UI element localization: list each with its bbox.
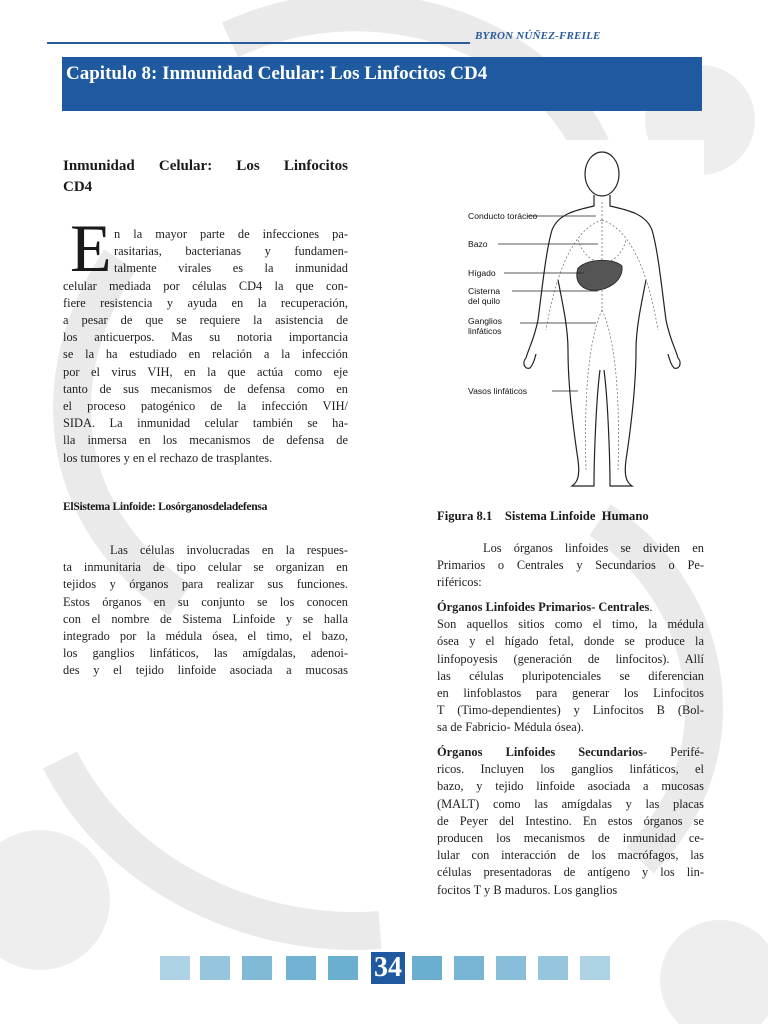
text-line: linfopoyesis (generación de linfocitos). Allí: [437, 651, 704, 666]
text-line: riféricos:: [437, 575, 482, 590]
secondary-organs-heading: Órganos Linfoides Secundarios: [437, 745, 644, 759]
chapter-title: Capitulo 8: Inmunidad Celular: Los Linfocitos CD4: [66, 63, 488, 84]
text-line: [437, 599, 704, 616]
subsection-heading: ElSistema Linfoide: Losórganosdeladefensa: [63, 500, 268, 513]
text-line: sa de Fabricio- Médula ósea).: [437, 720, 584, 735]
text-line: los anticuerpos. Mas su notoria importancia: [63, 330, 348, 345]
text-line: (MALT) como las amígdalas y las placas: [437, 796, 704, 811]
footer-square: [454, 956, 484, 980]
intro-paragraph: [63, 278, 348, 467]
text-line: T (Timo-dependientes) y Linfocitos B (Bol-: [437, 703, 704, 718]
text-line: bazo, y tejido linfoide asociada a mucosas: [437, 779, 704, 794]
text-line: [437, 744, 704, 761]
label-liver: Hígado: [468, 268, 496, 278]
footer-square: [580, 956, 610, 980]
primary-organs-heading: Órganos Linfoides Primarios- Centrales: [437, 600, 650, 614]
primary-organs-heading-rest: .: [649, 600, 653, 614]
label-ganglios: Ganglios: [468, 316, 502, 326]
text-line: los tumores y en el rechazo de trasplantes.: [63, 450, 273, 465]
label-cisterna: Cisterna: [468, 286, 500, 296]
footer-square: [160, 956, 190, 980]
secondary-organs-heading-rest: - Perifé-: [643, 745, 704, 759]
text-line: Los órganos linfoides se dividen en: [483, 541, 704, 555]
text-line: el proceso patogénico de la infección VIH/: [63, 399, 348, 414]
text-line: Son aquellos sitios como el timo, la médula: [437, 617, 704, 632]
text-line: Primarios o Centrales y Secundarios o Pe-: [437, 558, 704, 573]
text-line: rasitarias, bacterianas y fundamen-: [114, 244, 348, 259]
section-heading-line: CD4: [63, 179, 93, 195]
footer-square: [496, 956, 526, 980]
primary-organs-paragraph: [437, 599, 704, 737]
label-linfaticos: linfáticos: [468, 326, 502, 336]
text-line: en linfoblastos para generar los Linfocitos: [437, 686, 704, 701]
text-line: ósea y el hígado fetal, donde se produce la: [437, 634, 704, 649]
paragraph-lymphoid-system: [63, 542, 348, 680]
label-spleen: Bazo: [468, 239, 488, 249]
text-line: Las células involucradas en la respues-: [110, 543, 348, 557]
text-line: células presentadoras de antígeno y los lin-: [437, 865, 704, 880]
chapter-title-bar: [62, 57, 702, 111]
text-line: ta inmunitaria de tipo celular se organizan en: [63, 560, 348, 575]
footer-square: [412, 956, 442, 980]
text-line: SIDA. La inmunidad celular también se ha-: [63, 416, 348, 431]
text-line: fiere resistencia y ayuda en la recuperación,: [63, 295, 348, 310]
text-line: los ganglios linfáticos, las amígdalas, adenoi-: [63, 646, 348, 661]
text-line: des y el tejido linfoide asociada a mucosas: [63, 663, 348, 678]
label-lymph-vessels: Vasos linfáticos: [468, 386, 528, 396]
footer-square: [538, 956, 568, 980]
liver-shape: [577, 260, 622, 290]
label-thoracic-duct: Conducto torácico: [468, 211, 538, 221]
text-line: las células pluripotenciales se diferencian: [437, 668, 704, 683]
footer-square: [200, 956, 230, 980]
secondary-organs-paragraph: [437, 744, 704, 899]
text-line: lular con interacción de los macrófagos, las: [437, 848, 704, 863]
text-line: producen los mecanismos de inmunidad ce-: [437, 831, 704, 846]
author-name: BYRON NÚÑEZ-FREILE: [475, 30, 601, 42]
human-body-illustration: [428, 140, 704, 494]
figure-caption: Figura 8.1 Sistema Linfoide Humano: [437, 509, 649, 523]
text-line: de Peyer del Intestino. En estos órganos se: [437, 813, 704, 828]
text-line: ricos. Incluyen los ganglios linfáticos, el: [437, 762, 704, 777]
text-line: se la ha estudiado en relación a la infección: [63, 347, 348, 362]
label-del-quilo: del quilo: [468, 296, 501, 306]
header-rule: [47, 42, 470, 44]
text-line: celular mediada por células CD4 la que con-: [63, 278, 348, 293]
section-heading: [63, 156, 348, 198]
footer-square: [328, 956, 358, 980]
footer-square: [242, 956, 272, 980]
intro-paragraph-indented: [114, 226, 348, 278]
text-line: tejidos y órganos para realizar sus funciones.: [63, 577, 348, 592]
text-line: tanto de sus mecanismos de defensa como en: [63, 381, 348, 396]
text-line: talmente virales es la inmunidad: [114, 261, 348, 276]
text-line: por el virus VIH, en la que actúa como eje: [63, 364, 348, 379]
text-line: lla inmersa en los mecanismos de defensa de: [63, 433, 348, 448]
section-heading-line: Inmunidad Celular: Los Linfocitos: [63, 158, 348, 174]
text-line: a pesar de que se requiere la asistencia de: [63, 313, 348, 327]
organs-intro-paragraph: [437, 540, 704, 592]
text-line: focitos T y B maduros. Los ganglios: [437, 882, 618, 897]
text-line: n la mayor parte de infecciones pa-: [114, 227, 348, 241]
drop-cap: E: [70, 210, 112, 286]
lymphatic-system-figure: [428, 140, 704, 494]
text-line: con el nombre de Sistema Linfoide y se halla: [63, 611, 348, 626]
page-number: 34: [371, 952, 405, 984]
footer-square: [286, 956, 316, 980]
text-line: Estos órganos en su conjunto se los conocen: [63, 594, 348, 609]
text-line: integrado por la médula ósea, el timo, el bazo,: [63, 629, 348, 644]
